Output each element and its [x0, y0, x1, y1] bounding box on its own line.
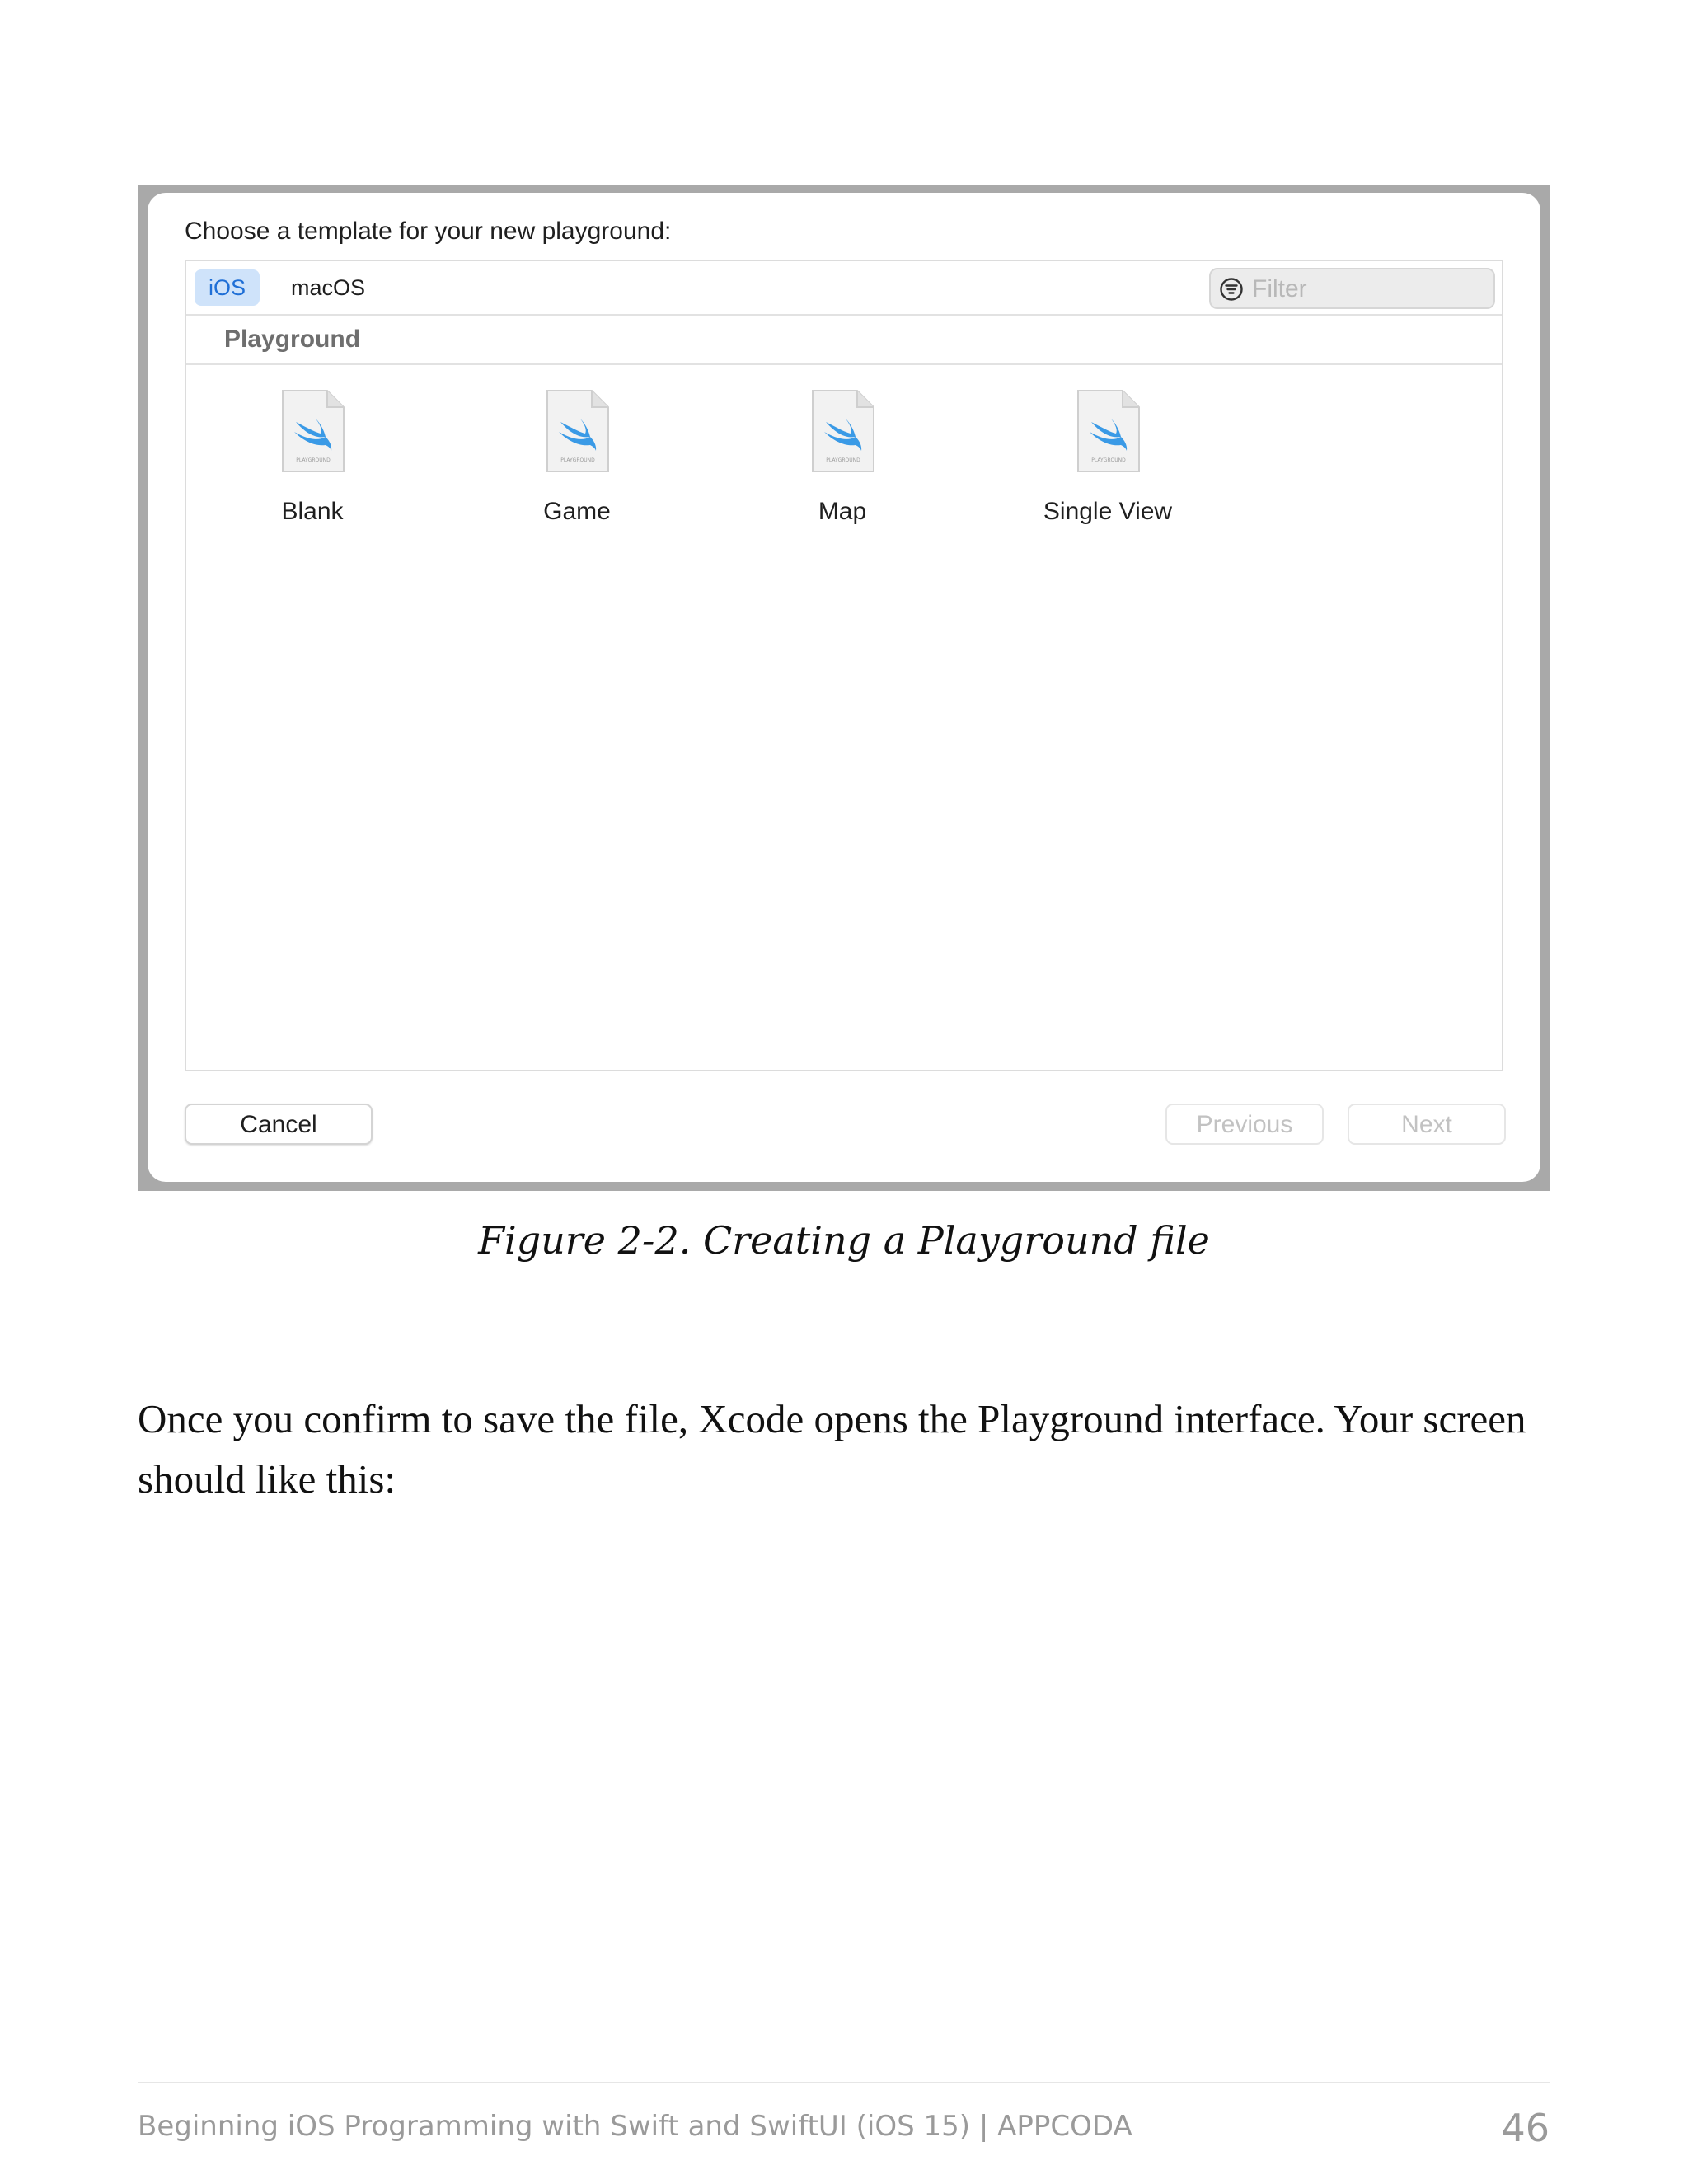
swift-playground-file-icon — [808, 389, 877, 475]
swift-playground-file-icon — [1073, 389, 1142, 475]
figure-caption: Figure 2-2. Creating a Playground file — [478, 1218, 1210, 1263]
next-button[interactable]: Next — [1348, 1104, 1506, 1145]
template-label: Blank — [281, 498, 344, 525]
template-label: Single View — [1043, 498, 1173, 525]
swift-playground-file-icon — [542, 389, 612, 475]
screenshot-frame — [138, 185, 1550, 1191]
tab-ios[interactable]: iOS — [195, 269, 260, 306]
template-single-view[interactable] — [1017, 389, 1198, 526]
template-map[interactable] — [752, 389, 933, 526]
svg-text:PLAYGROUND: PLAYGROUND — [296, 457, 331, 463]
filter-field[interactable] — [1209, 268, 1495, 309]
filter-input[interactable] — [1250, 274, 1484, 304]
svg-text:PLAYGROUND: PLAYGROUND — [826, 457, 860, 463]
template-blank[interactable] — [222, 389, 403, 526]
body-paragraph: Once you confirm to save the file, Xcode opens the Playground interface. Your screen should like this: — [138, 1396, 1526, 1502]
dialog-prompt: Choose a template for your new playground: — [185, 218, 672, 245]
footer-divider — [138, 2082, 1550, 2083]
template-label: Map — [818, 498, 867, 525]
page-number: 46 — [1501, 2106, 1550, 2150]
svg-text:PLAYGROUND: PLAYGROUND — [560, 457, 595, 463]
previous-button[interactable]: Previous — [1165, 1104, 1324, 1145]
platform-tab-bar — [186, 261, 1502, 316]
template-chooser-dialog — [148, 193, 1540, 1182]
section-header — [186, 316, 1502, 365]
template-panel — [185, 260, 1503, 1071]
cancel-button[interactable]: Cancel — [185, 1104, 373, 1145]
svg-text:PLAYGROUND: PLAYGROUND — [1091, 457, 1126, 463]
section-title: Playground — [224, 326, 361, 353]
tab-macos[interactable]: macOS — [291, 275, 366, 300]
footer-book-title: Beginning iOS Programming with Swift and SwiftUI (iOS 15) | APPCODA — [138, 2110, 1132, 2143]
template-label: Game — [543, 498, 611, 525]
swift-playground-file-icon — [278, 389, 347, 475]
filter-icon — [1219, 277, 1244, 302]
template-game[interactable] — [486, 389, 668, 526]
